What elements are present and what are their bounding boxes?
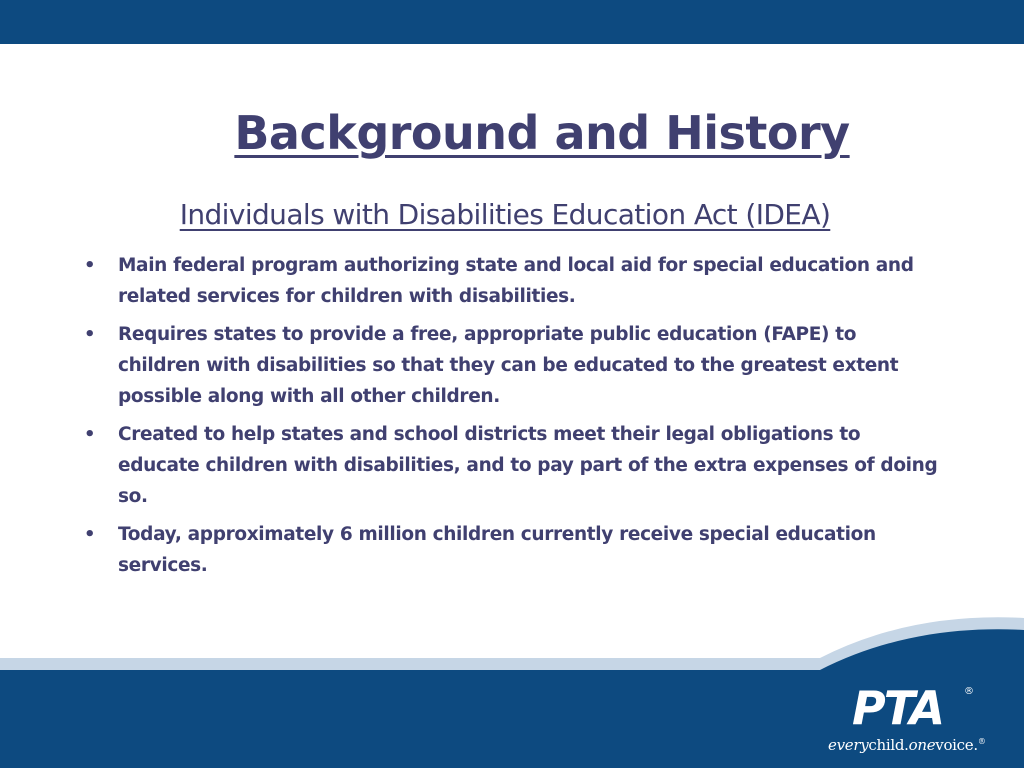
tagline-one: one xyxy=(908,736,936,754)
bullet-item xyxy=(84,319,944,412)
tagline-child: child. xyxy=(868,736,909,754)
bullet-text: Created to help states and school districts meet their legal obligations to educate children with disabilities, and to pay part of the extra expenses of doing so. xyxy=(118,424,938,507)
bullet-list xyxy=(84,250,944,588)
tagline-voice: voice. xyxy=(935,736,978,754)
slide-subtitle: Individuals with Disabilities Education Act (IDEA) xyxy=(179,198,831,231)
bullet-text: Requires states to provide a free, appropriate public education (FAPE) to children with disabilities so that they can be educated to the greatest extent possible along with all other children. xyxy=(118,324,899,407)
bullet-text: Main federal program authorizing state and local aid for special education and related services for children with disabilities. xyxy=(118,255,914,307)
bullet-dot-icon: • xyxy=(84,524,96,545)
bullet-item xyxy=(84,419,944,512)
slide-title: Background and History xyxy=(234,106,850,160)
bullet-dot-icon: • xyxy=(84,255,96,276)
bullet-item xyxy=(84,519,944,581)
tagline-every: every xyxy=(828,736,869,754)
pta-logo xyxy=(824,682,1004,762)
tagline-registered-mark: ® xyxy=(977,737,986,746)
bullet-item xyxy=(84,250,944,312)
pta-logo-mark: PTA xyxy=(852,681,944,735)
bullet-dot-icon: • xyxy=(84,324,96,345)
pta-tagline xyxy=(828,736,986,754)
bullet-dot-icon: • xyxy=(84,424,96,445)
registered-mark: ® xyxy=(964,686,974,697)
bullet-text: Today, approximately 6 million children currently receive special education services. xyxy=(118,524,876,576)
